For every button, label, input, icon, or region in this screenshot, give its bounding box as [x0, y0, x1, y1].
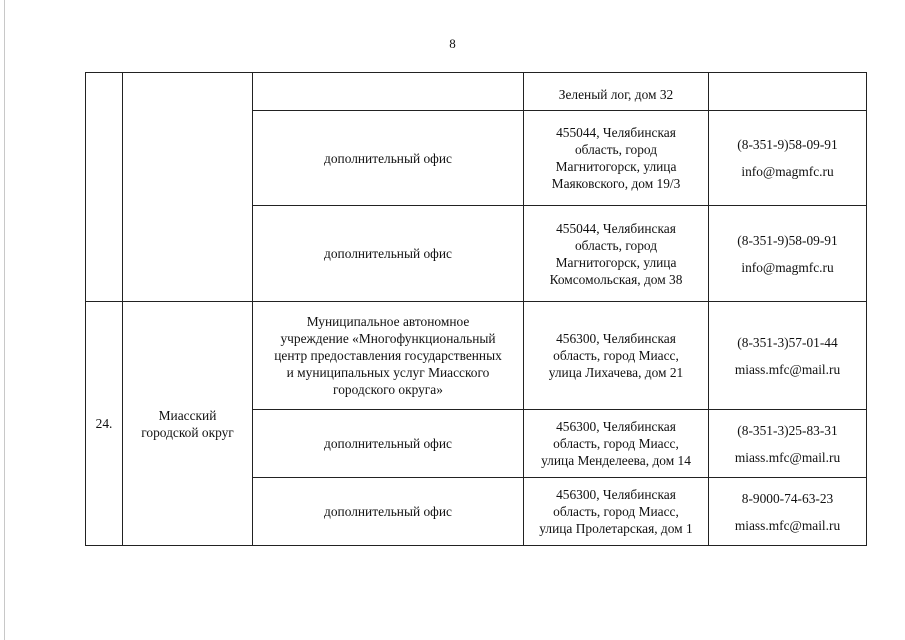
phone-number: (8-351-9)58-09-91: [737, 137, 838, 152]
office-name: дополнительный офис: [324, 436, 452, 451]
address-cell: [524, 302, 709, 410]
address-line: область, город Миасс,: [553, 504, 679, 519]
email-address: miass.mfc@mail.ru: [734, 449, 841, 465]
office-name-line: центр предоставления государственных: [274, 348, 502, 363]
email-address: info@magmfc.ru: [741, 259, 834, 275]
address-cell: [524, 111, 709, 206]
office-cell-empty: [253, 73, 524, 111]
office-name: дополнительный офис: [324, 504, 452, 519]
address-cell: [524, 410, 709, 478]
address-cell: [524, 73, 709, 111]
address-line: 456300, Челябинская: [556, 331, 676, 346]
address-line: 456300, Челябинская: [556, 487, 676, 502]
address-line: область, город Миасс,: [553, 436, 679, 451]
address-line: 455044, Челябинская: [556, 220, 676, 236]
address-line: 455044, Челябинская: [556, 125, 676, 140]
address-cell: [524, 478, 709, 546]
address-line: Маяковского, дом 19/3: [551, 176, 681, 191]
phone-number: 8-9000-74-63-23: [741, 490, 834, 506]
address-line: Зеленый лог, дом 32: [558, 87, 674, 102]
district-cell-empty: [123, 73, 253, 302]
office-cell: [253, 410, 524, 478]
number-cell: [86, 302, 123, 546]
office-name-line: и муниципальных услуг Миасского: [286, 365, 490, 380]
contact-cell: [709, 410, 867, 478]
page-number: 8: [449, 36, 456, 51]
contact-cell: [709, 302, 867, 410]
district-cell: [123, 302, 253, 546]
address-line: Магнитогорск, улица: [555, 159, 677, 174]
table-row: [86, 73, 867, 111]
address-line: Комсомольская, дом 38: [549, 271, 683, 287]
office-cell: [253, 111, 524, 206]
office-name-line: Муниципальное автономное: [306, 314, 470, 329]
office-name: дополнительный офис: [324, 246, 452, 261]
district-name-line: Миасский: [158, 407, 217, 423]
office-cell: [253, 302, 524, 410]
address-line: улица Пролетарская, дом 1: [539, 521, 693, 536]
address-cell: [524, 206, 709, 302]
row-number: 24.: [95, 416, 113, 431]
contact-cell: [709, 206, 867, 302]
address-line: область, город: [574, 237, 658, 253]
page-left-edge: [4, 0, 5, 640]
office-name-line: городского округа»: [333, 382, 443, 397]
contact-cell: [709, 111, 867, 206]
address-line: 456300, Челябинская: [556, 419, 676, 434]
address-line: область, город: [574, 142, 658, 157]
address-line: область, город Миасс,: [553, 348, 679, 363]
phone-number: (8-351-3)25-83-31: [737, 422, 838, 438]
contact-cell: [709, 478, 867, 546]
phone-number: (8-351-3)57-01-44: [737, 334, 838, 350]
contact-cell-empty: [709, 73, 867, 111]
address-line: улица Менделеева, дом 14: [541, 453, 691, 468]
office-name: дополнительный офис: [324, 150, 452, 166]
address-line: Магнитогорск, улица: [555, 254, 677, 270]
mfc-table: [85, 72, 867, 546]
office-name-line: учреждение «Многофункциональный: [280, 331, 496, 346]
email-address: info@magmfc.ru: [741, 164, 834, 179]
phone-number: (8-351-9)58-09-91: [737, 232, 838, 248]
address-line: улица Лихачева, дом 21: [548, 365, 684, 380]
district-name-line: городской округ: [141, 424, 234, 440]
office-cell: [253, 206, 524, 302]
office-cell: [253, 478, 524, 546]
table-row: [86, 302, 867, 410]
number-cell-empty: [86, 73, 123, 302]
email-address: miass.mfc@mail.ru: [734, 517, 841, 533]
email-address: miass.mfc@mail.ru: [734, 361, 841, 377]
